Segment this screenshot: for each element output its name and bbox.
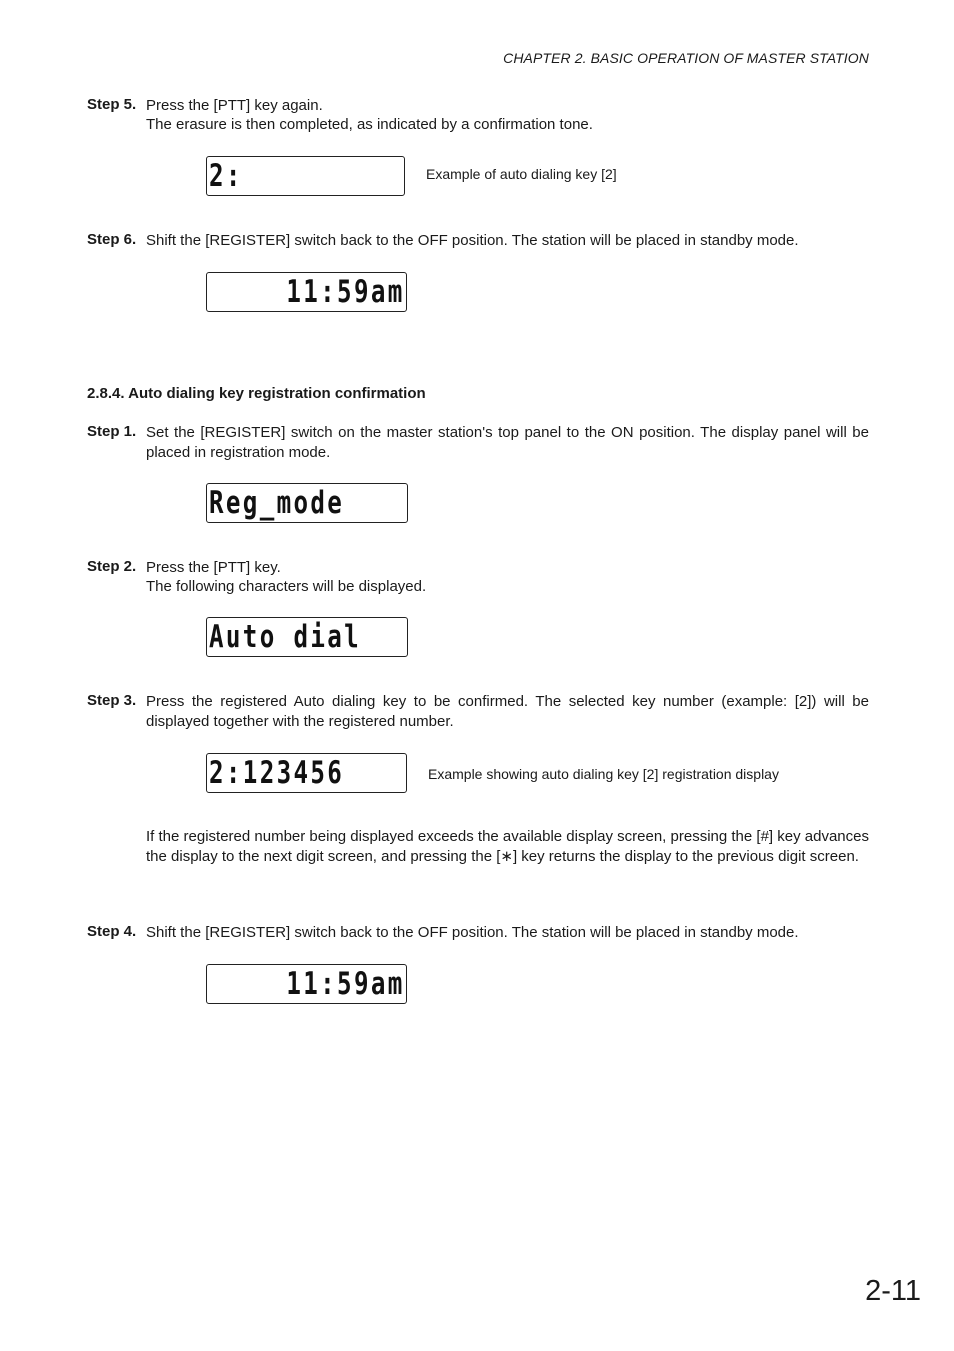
chapter-header: CHAPTER 2. BASIC OPERATION OF MASTER STATION bbox=[503, 50, 869, 66]
lcd-caption: Example of auto dialing key [2] bbox=[426, 166, 617, 182]
lcd-text: Auto dial bbox=[209, 619, 362, 655]
lcd-text: 2:123456 bbox=[209, 755, 345, 791]
lcd-display-reg-mode bbox=[206, 483, 408, 523]
step-5-line-2: The erasure is then completed, as indicated by a confirmation tone. bbox=[146, 116, 593, 133]
lcd-display-registered-number bbox=[206, 753, 407, 793]
section-title: 2.8.4. Auto dialing key registration confirmation bbox=[87, 385, 426, 402]
lcd-caption: Example showing auto dialing key [2] registration display bbox=[428, 766, 779, 782]
lcd-display-auto-dial bbox=[206, 617, 408, 657]
page-number: 2-11 bbox=[865, 1275, 921, 1307]
step-4-label: Step 4. bbox=[87, 923, 137, 940]
step-5-label: Step 5. bbox=[87, 96, 137, 113]
lcd-text: Reg_mode bbox=[209, 485, 345, 521]
step-2-label: Step 2. bbox=[87, 558, 137, 575]
lcd-text: 2: bbox=[209, 158, 243, 194]
step-3-text: Press the registered Auto dialing key to be confirmed. The selected key number (example: [2]) will be displayed together with the registered number. bbox=[146, 693, 869, 730]
lcd-text: 11:59am bbox=[286, 274, 405, 310]
step-2-line-1: Press the [PTT] key. bbox=[146, 559, 281, 576]
step-2-line-2: The following characters will be displayed. bbox=[146, 578, 427, 595]
lcd-display-standby bbox=[206, 272, 407, 312]
step-1-label: Step 1. bbox=[87, 423, 137, 440]
step-4-text: Shift the [REGISTER] switch back to the OFF position. The station will be placed in standby mode. bbox=[146, 924, 799, 941]
note-paragraph: If the registered number being displayed exceeds the available display screen, pressing the [#] key advances the display to the next digit screen, and pressing the [∗] key returns the display to the previous digit screen. bbox=[146, 828, 869, 865]
lcd-display-standby bbox=[206, 964, 407, 1004]
step-3-label: Step 3. bbox=[87, 692, 137, 709]
step-6-label: Step 6. bbox=[87, 231, 137, 248]
lcd-display-key bbox=[206, 156, 405, 196]
lcd-text: 11:59am bbox=[286, 966, 405, 1002]
step-5-line-1: Press the [PTT] key again. bbox=[146, 97, 323, 114]
step-6-text: Shift the [REGISTER] switch back to the OFF position. The station will be placed in standby mode. bbox=[146, 232, 799, 249]
step-1-text: Set the [REGISTER] switch on the master station's top panel to the ON position. The display panel will be placed in registration mode. bbox=[146, 424, 869, 461]
